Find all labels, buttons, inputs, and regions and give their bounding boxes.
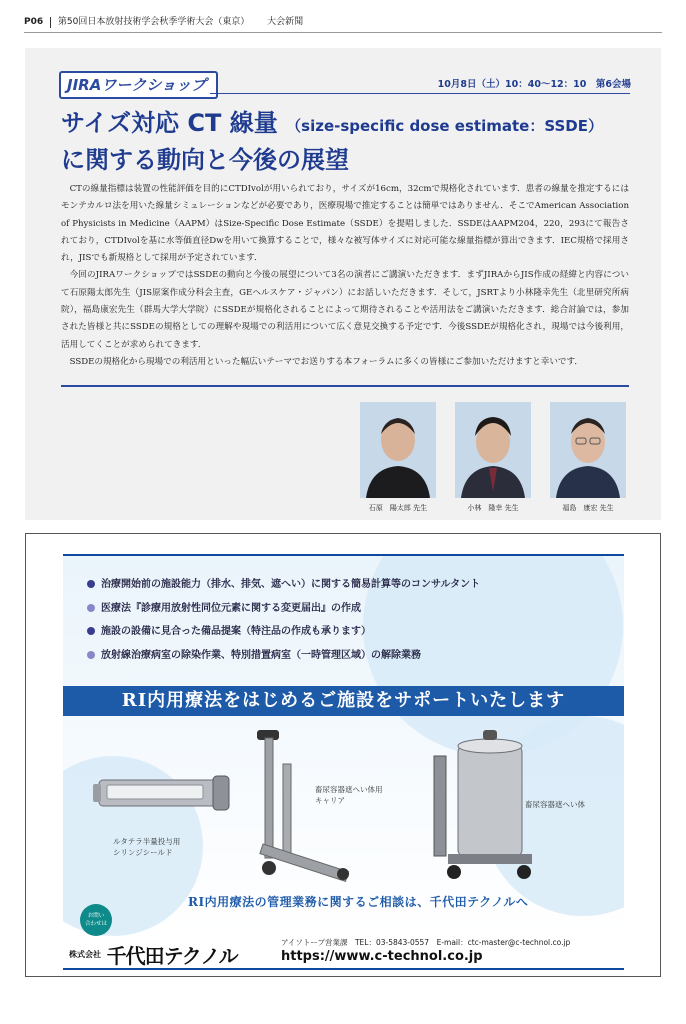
speaker-3	[550, 402, 626, 513]
speaker-photo	[360, 402, 436, 498]
bullet-dot	[87, 604, 95, 612]
speaker-photo	[550, 402, 626, 498]
product-label: 畜尿容器遮へい体	[525, 800, 585, 809]
bullet-dot	[87, 627, 95, 635]
paragraph-2: 今回のJIRAワークショップではSSDEの動向と今後の展望について3名の演者にご講演いただきます．まずJIRAからJIS作成の経緯と内容について石原陽太郎先生（JIS原案作成分科会主査，GEヘルスケア・ジャパン）にお話しいただきます．そして，JSRTより小林隆幸先生（北里研究所病院），福島康宏先生（群馬大学大学院）にSSDEが規格化されることによって期待されることや活用法をご講演いただきます．総合討論では，参加された皆様と共にSSDEの規格としての理解や現場での利活用について広く意見交換する予定です．今後SSDEが規格化され，現場では今後利用，活用してくことが求められてきます．	[61, 270, 629, 350]
product-label: 畜尿容器遮へい体用 キャリア	[315, 785, 383, 805]
contact-info: アイソトープ営業課 TEL：03-5843-0557 E-mail：ctc-master@c-technol.co.jp	[281, 938, 571, 947]
company-prefix: 株式会社	[69, 950, 101, 959]
paragraph-3: SSDEの規格化から現場での利活用といった幅広いテーマでお送りする本フォーラムに多くの皆様にご参加いただけますと幸いです．	[69, 356, 584, 367]
title-line2: に関する動向と今後の展望	[61, 146, 349, 174]
workshop-article	[25, 48, 661, 520]
ad-panel	[63, 554, 624, 936]
title-main: サイズ対応 CT 線量	[61, 109, 278, 137]
syringe-shield-image	[93, 766, 233, 826]
bullet-dot	[87, 580, 95, 588]
speaker-name: 小林 隆幸 先生	[467, 504, 519, 512]
speaker-photo	[455, 402, 531, 498]
company-url[interactable]: https://www.c-technol.co.jp	[281, 949, 483, 964]
consult-message: RI内用療法の管理業務に関するご相談は、千代田テクノルへ	[188, 895, 529, 909]
speaker-2	[455, 402, 531, 513]
speaker-name: 石原 陽太郎 先生	[368, 504, 428, 512]
service-item: 施設の設備に見合った備品提案（特注品の作成も承ります）	[87, 620, 480, 644]
bullet-dot	[87, 651, 95, 659]
container-shield-image	[428, 726, 538, 886]
company-logo	[69, 940, 238, 969]
article-divider	[61, 385, 629, 387]
section-name: 大会新聞	[267, 17, 304, 27]
event-name: 第50回日本放射技術学会秋季学術大会（東京）	[57, 17, 250, 27]
header-divider	[50, 17, 51, 28]
service-item: 放射線治療病室の除染作業、特別措置病室（一時管理区域）の解除業務	[87, 644, 480, 668]
title-subtitle: （size-specific dose estimate：SSDE）	[286, 117, 603, 135]
service-list	[87, 573, 480, 667]
product-label: ルタテラ半量投与用 シリンジシールド	[113, 837, 181, 857]
speaker-name: 福島 康宏 先生	[562, 504, 614, 512]
advertisement	[25, 533, 661, 977]
speaker-1	[360, 402, 436, 513]
ad-banner: RI内用療法をはじめるご施設をサポートいたします	[63, 686, 624, 716]
service-item: 医療法『診療用放射性同位元素に関する変更届出』の作成	[87, 597, 480, 621]
article-title	[61, 106, 641, 177]
company-name: 千代田テクノル	[106, 944, 238, 968]
workshop-badge: JIRAワークショップ	[59, 71, 218, 99]
paragraph-1: CTの線量指標は装置の性能評価を目的にCTDIvolが用いられており，サイズが16cm，32cmで規格化されています．患者の線量を推定するにはモンテカルロ法を用いた線量シミュレーションなどが必要であり，医療現場で推定することは簡単ではありません．そこでAmerican Association of Physicists in Medicine（AAPM）はSize-Specific Dose Estimate（SSDE）を提唱しました．SSDEはAAPM204，220，293にて報告されており，CTDIvolを基に水等価直径Dwを用いて換算することで，様々な被写体サイズに対応可能な線量指標が算出できます．IEC規格で採用され，JISでも新規格として採用が予定されています．	[61, 184, 629, 264]
page-number: P06	[24, 17, 44, 27]
ad-footer	[63, 913, 624, 970]
service-item: 治療開始前の施設能力（排水、排気、遮へい）に関する簡易計算等のコンサルタント	[87, 573, 480, 597]
contact-badge: お問い 合わせは	[80, 904, 112, 936]
session-schedule: 10月8日（土）10：40～12：10 第6会場	[437, 79, 631, 90]
badge-rule	[210, 93, 630, 94]
article-body	[61, 181, 629, 371]
page-header	[24, 12, 662, 33]
